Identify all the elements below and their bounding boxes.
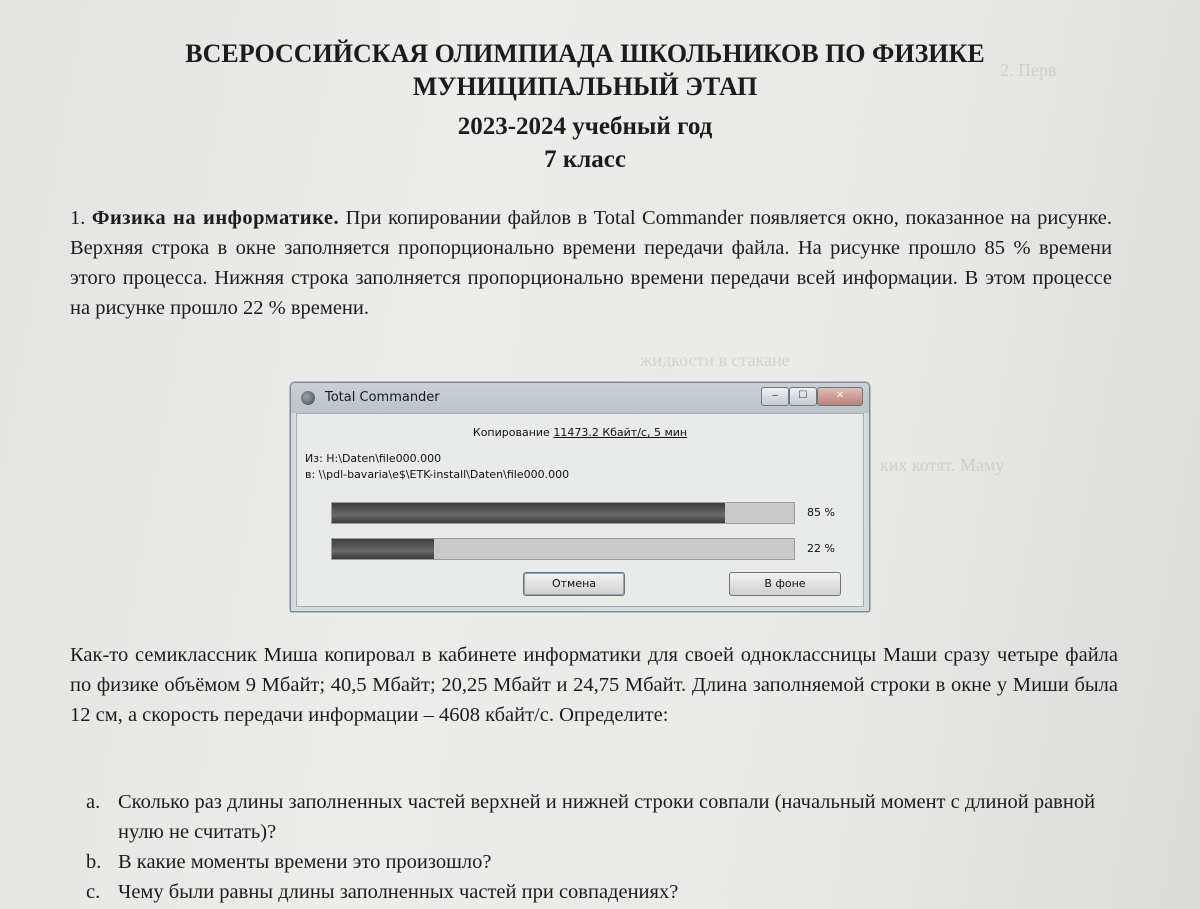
close-button[interactable]: ✕ [817, 387, 863, 406]
question-marker: b. [86, 851, 102, 873]
problem-title: Физика на информатике. [91, 207, 340, 229]
question-text: В какие моменты времени это произошло? [118, 851, 492, 873]
problem-intro-text: При копировании файлов в Total Commander появляется окно, показанное на рисунке. Верхняя строка в окне заполняется пропорционально времени передачи файла. На рисунке прошло 85 % времени этого процесса. Нижняя строка заполняется пропорционально времени передачи всей информации. В этом процессе на рисунке прошло 22 % времени. [70, 207, 1113, 319]
copy-status [297, 426, 863, 439]
window-body [296, 413, 864, 607]
total-progress-bar [331, 538, 795, 560]
question-list [86, 787, 1126, 907]
question-marker: c. [86, 881, 101, 903]
problem-body: Как-то семиклассник Миша копировал в кабинете информатики для своей одноклассницы Маши сразу четыре файла по физике объёмом 9 Мбайт; 40,5 Мбайт; 20,25 Мбайт и 24,75 Мбайт. Длина заполняемой строки в окне у Миши была 12 см, а скорость передачи информации – 4608 кбайт/с. Определите: [70, 644, 1118, 726]
bleed-through: ких котят. Маму [880, 455, 1005, 475]
total-progress-fill [332, 539, 434, 559]
app-icon [301, 391, 315, 405]
total-progress-label: 22 % [807, 542, 835, 555]
question-text: Сколько раз длины заполненных частей верхней и нижней строки совпали (начальный момент с длиной равной нулю не считать)? [118, 791, 1096, 843]
olympiad-title: ВСЕРОССИЙСКАЯ ОЛИМПИАДА ШКОЛЬНИКОВ ПО ФИЗИКЕ [185, 39, 985, 68]
minimize-button[interactable]: ‒ [761, 387, 789, 406]
question-item [86, 847, 1126, 877]
question-item [86, 787, 1126, 847]
maximize-button[interactable]: ☐ [789, 387, 817, 406]
question-marker: a. [86, 791, 101, 813]
copy-label: Копирование [472, 426, 550, 439]
copy-speed: 11473.2 Кбайт/с, 5 мин [553, 426, 688, 439]
stage-title: МУНИЦИПАЛЬНЫЙ ЭТАП [412, 72, 758, 101]
cancel-button[interactable]: Отмена [523, 572, 625, 596]
window-titlebar [291, 383, 869, 413]
file-progress-label: 85 % [807, 506, 835, 519]
bleed-through: жидкости в стакане [640, 350, 790, 370]
question-item [86, 877, 1126, 907]
bleed-through: 2. Перв [1000, 60, 1057, 80]
file-progress-bar [331, 502, 795, 524]
background-button[interactable]: В фоне [729, 572, 841, 596]
school-year: 2023-2024 учебный год [457, 113, 713, 140]
source-path: Из: H:\Daten\file000.000 [305, 452, 442, 465]
grade: 7 класс [544, 146, 626, 173]
destination-path: в: \\pdl-bavaria\e$\ETK-install\Daten\file000.000 [305, 468, 570, 481]
question-text: Чему были равны длины заполненных частей при совпадениях? [118, 881, 679, 903]
total-commander-window [290, 382, 870, 612]
problem-intro [70, 203, 1112, 323]
window-title: Total Commander [325, 390, 440, 405]
problem-number: 1. [70, 207, 86, 229]
file-progress-fill [332, 503, 725, 523]
